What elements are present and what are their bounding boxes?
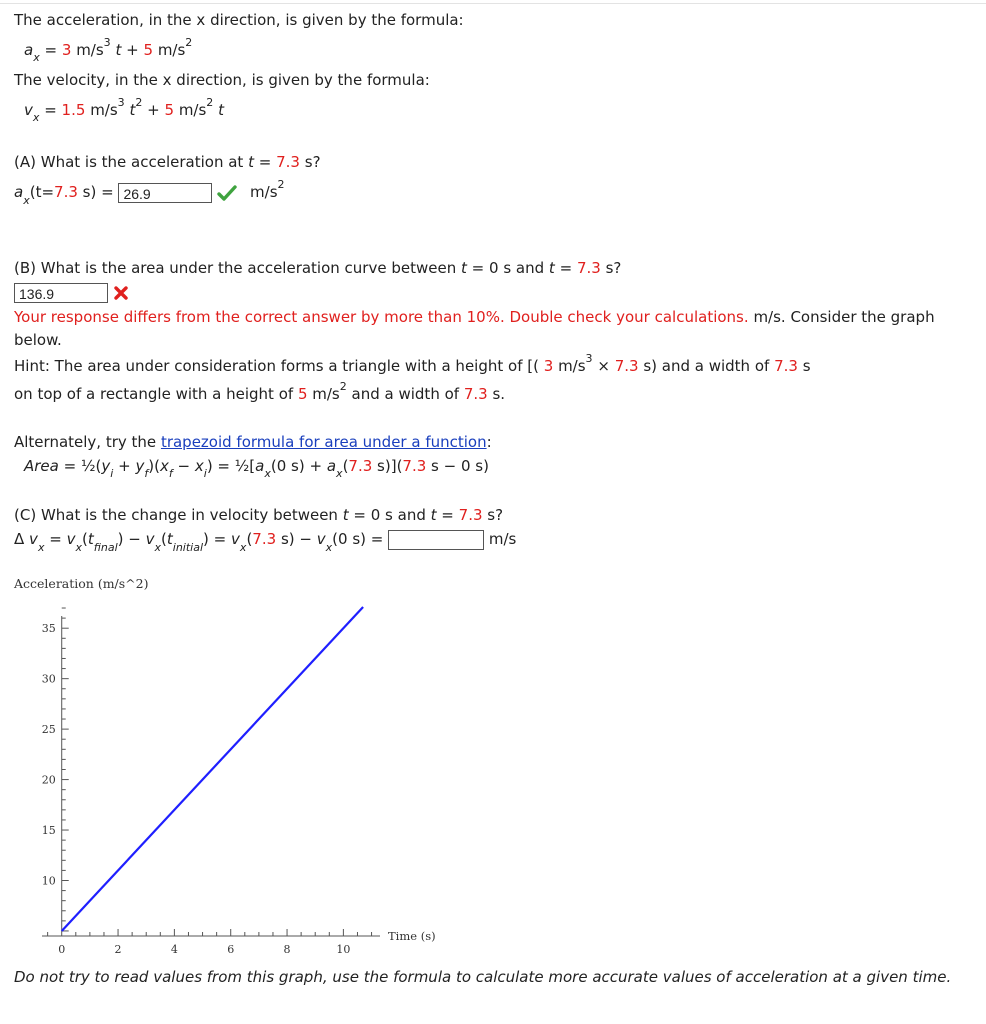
x-tick-label: 8 bbox=[283, 943, 291, 956]
y-tick-label: 15 bbox=[41, 824, 56, 838]
vel-intro-text: The velocity, in the x direction, is given by the formula: bbox=[14, 71, 430, 89]
chart-title: Acceleration (m/s^2) bbox=[14, 576, 149, 591]
accel-intro-text: The acceleration, in the x direction, is given by the formula: bbox=[14, 11, 464, 29]
x-axis-label: Time (s) bbox=[388, 929, 436, 943]
y-tick-label: 30 bbox=[41, 672, 56, 686]
trapezoid-formula: Area = $\frac{1}{2}(y_i + y_f)(x_f - x_i)$ = $\frac{1}{2}[a_x(0$ $s) + a_x(7.3$ s)](7.3 s − 0 s) bbox=[24, 457, 489, 480]
x-tick-label: 0 bbox=[58, 943, 66, 956]
accel-formula: $a_x = 3$ $m/s^3$ t + 5 $m/s^2$ bbox=[24, 36, 193, 64]
y-tick-label: 20 bbox=[41, 773, 56, 787]
footer-note: Do not try to read values from this graph, use the formula to calculate more accurate values of acceleration at a given time. bbox=[14, 968, 952, 986]
partB-feedback: Your response differs from the correct answer by more than 10%. Double check your calculations. m/s. Consider the graph below. bbox=[14, 308, 935, 349]
x-tick-label: 4 bbox=[170, 943, 178, 956]
x-tick-label: 2 bbox=[114, 943, 122, 956]
partB-hint-line1: Hint: The area under consideration forms a triangle with a height of [( 3 $m/s^3 \times 7.3$ s) and a width of 7.3 s bbox=[14, 352, 811, 375]
y-tick-label: 25 bbox=[41, 723, 56, 737]
x-tick-label: 10 bbox=[336, 943, 351, 956]
partC-formula-row: Δ $v_x = v_x(t_{final}) - v_x(t_{initial}) = v_x(7.3$ $s) - v_x(0$ s) = m/s bbox=[14, 530, 517, 554]
x-tick-label: 6 bbox=[227, 943, 235, 956]
partC-question: (C) What is the change in velocity between t = 0 s and t = 7.3 s? bbox=[14, 506, 504, 524]
partB-alternate-text: Alternately, try the trapezoid formula for area under a function: bbox=[14, 433, 492, 451]
partA-answer-input[interactable]: 26.9 bbox=[118, 183, 212, 203]
partB-question: (B) What is the area under the acceleration curve between t = 0 s and t = 7.3 s? bbox=[14, 259, 622, 277]
vel-formula: $v_x = 1.5$ $m/s^3$ $t^2 + 5$ $m/s^2$ t bbox=[24, 96, 224, 124]
series-line-0 bbox=[62, 607, 363, 931]
partA-question: (A) What is the acceleration at t = 7.3 s? bbox=[14, 153, 321, 171]
partB-answer-input[interactable]: 136.9 bbox=[14, 283, 108, 303]
partB-hint-line2: on top of a rectangle with a height of 5 $m/s^2$ and a width of 7.3 s. bbox=[14, 380, 506, 403]
y-tick-label: 10 bbox=[41, 874, 56, 888]
trapezoid-formula-link[interactable]: trapezoid formula for area under a function bbox=[160, 433, 487, 451]
partA-answer-row: $a_x(t=7.3$ s) = 26.9 $m/s^2$ bbox=[14, 178, 285, 207]
y-tick-label: 35 bbox=[41, 622, 56, 636]
